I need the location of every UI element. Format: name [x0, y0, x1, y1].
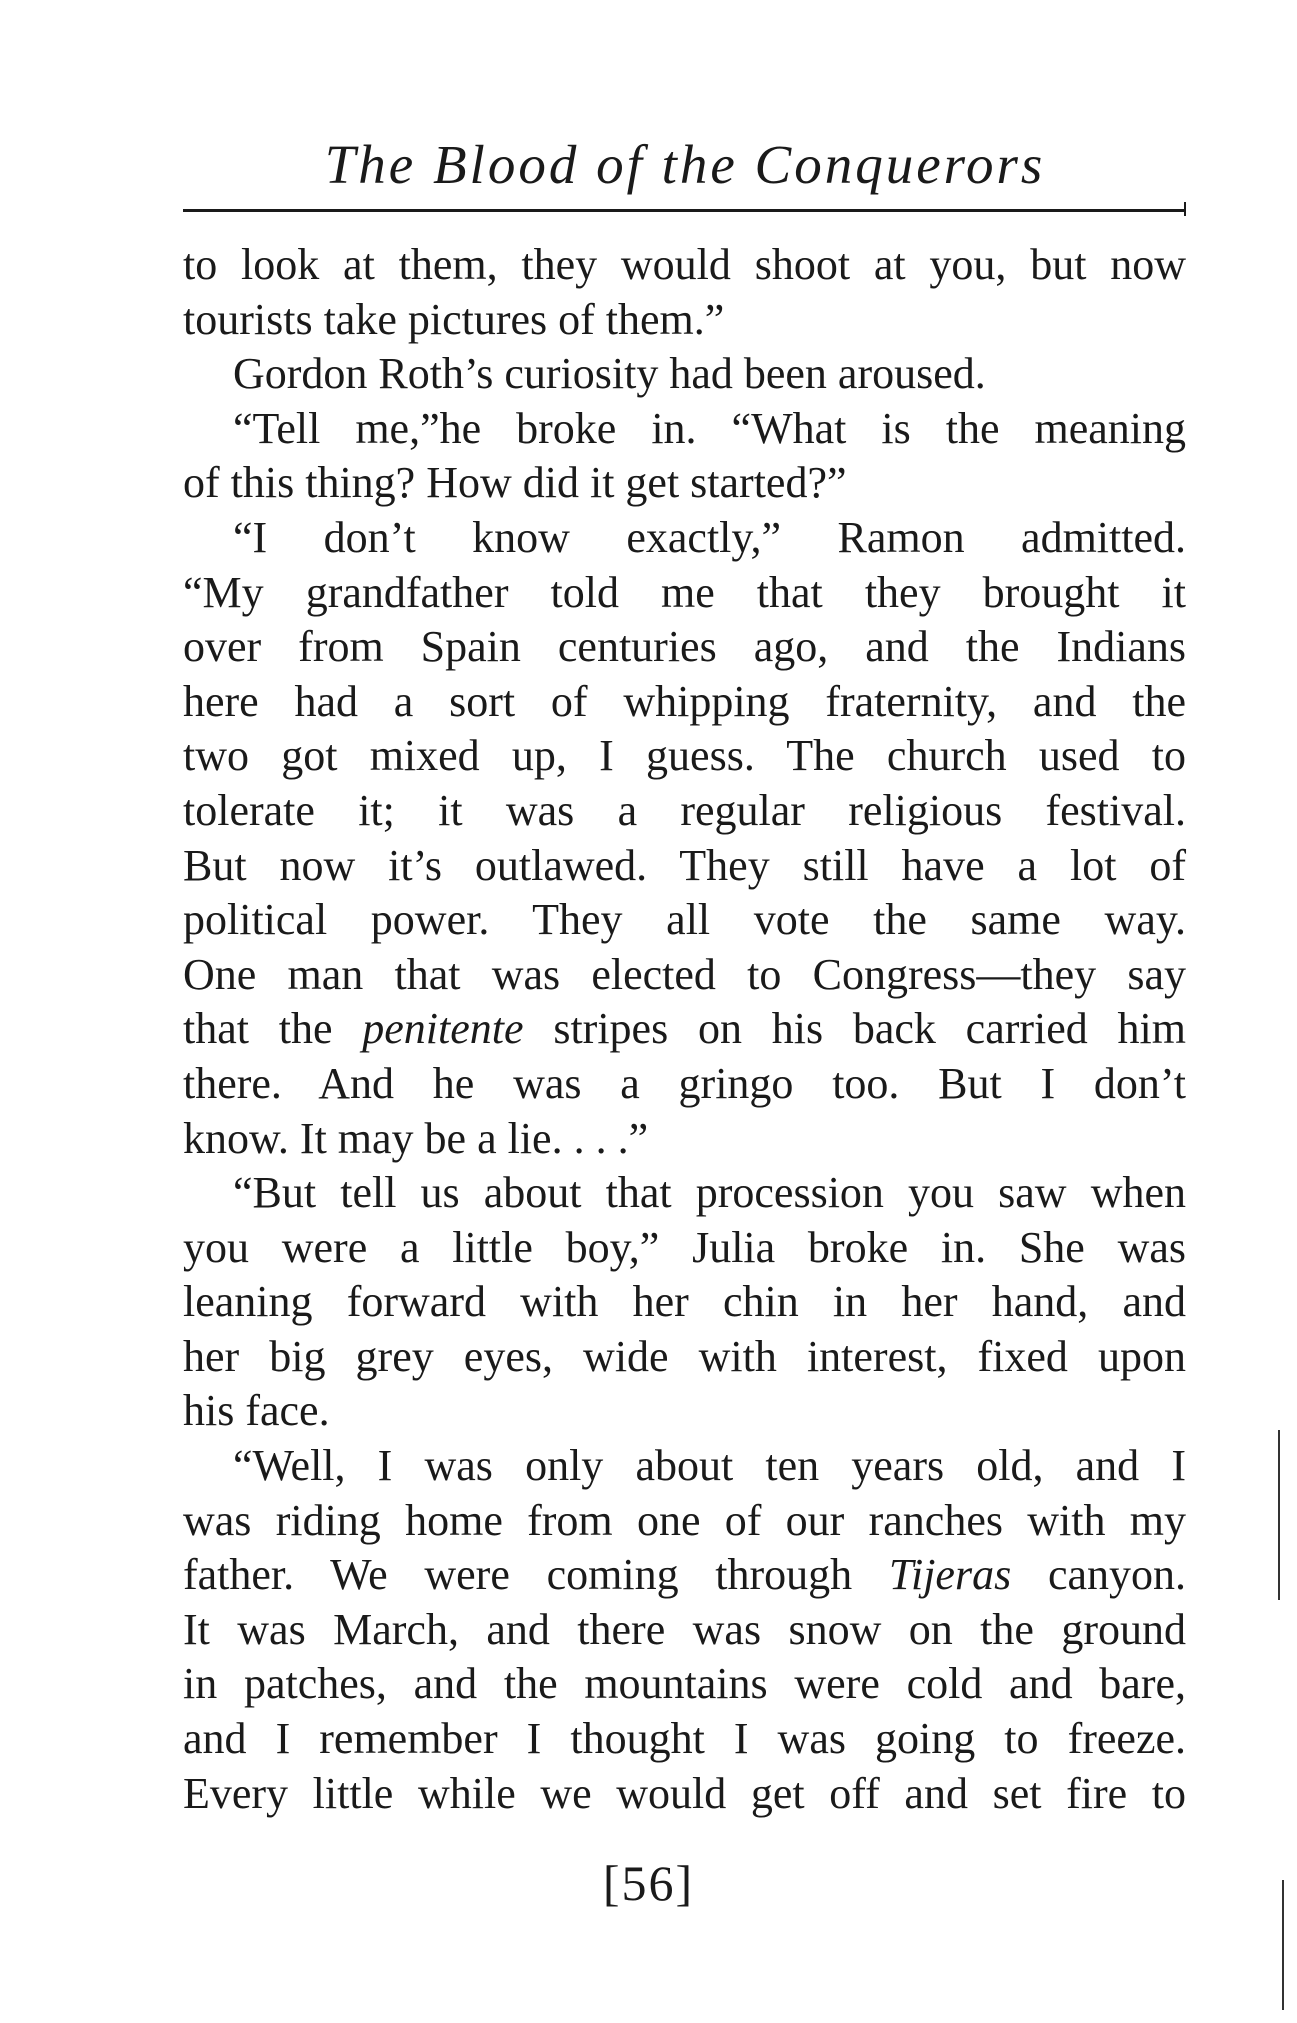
text-line: tourists take pictures of them.”: [183, 294, 725, 344]
text-line: over from Spain centuries ago, and the Indians: [183, 622, 1186, 672]
text-line: there. And he was a gringo too. But I don’t: [183, 1058, 1186, 1108]
text-line: you were a little boy,” Julia broke in. She was: [183, 1222, 1186, 1272]
text-line: “Tell me,”he broke in. “What is the meaning: [233, 403, 1186, 453]
text-line: her big grey eyes, wide with interest, fixed upon: [183, 1331, 1186, 1381]
text-line: Every little while we would get off and set fire to: [183, 1768, 1186, 1818]
text-line: of this thing? How did it get started?”: [183, 458, 847, 508]
text-line: It was March, and there was snow on the ground: [183, 1604, 1186, 1654]
text-line: Gordon Roth’s curiosity had been aroused.: [233, 349, 986, 399]
page-number: [56]: [602, 1855, 695, 1911]
italic-word: Tijeras: [888, 1550, 1012, 1600]
italic-word: penitente: [362, 1004, 524, 1054]
edge-scan-mark: [1278, 1430, 1280, 1600]
text-line: his face.: [183, 1386, 330, 1436]
text-line: But now it’s outlawed. They still have a lot of: [183, 840, 1186, 890]
text-line: political power. They all vote the same way.: [183, 895, 1186, 945]
text-line: “My grandfather told me that they brought it: [183, 567, 1186, 617]
text-line: “But tell us about that procession you saw when: [233, 1168, 1186, 1218]
text-line: and I remember I thought I was going to freeze.: [183, 1714, 1186, 1764]
edge-scan-mark: [1282, 1880, 1284, 2010]
header-rule-end-mark: [1184, 202, 1186, 216]
text-segment: father. We were coming through: [183, 1550, 889, 1600]
text-line: to look at them, they would shoot at you, but now: [183, 240, 1186, 289]
text-segment: canyon.: [1011, 1550, 1186, 1600]
body-text: [183, 238, 1186, 1821]
text-line: leaning forward with her chin in her hand, and: [183, 1277, 1186, 1327]
text-line: “I don’t know exactly,” Ramon admitted.: [233, 512, 1186, 562]
text-line: One man that was elected to Congress—they say: [183, 949, 1186, 999]
header-rule: [183, 209, 1186, 212]
running-head: The Blood of the Conquerors: [324, 134, 1046, 195]
text-line: [183, 1548, 1186, 1603]
text-segment: that the: [183, 1004, 363, 1054]
text-line: was riding home from one of our ranches with my: [183, 1495, 1186, 1545]
text-line: here had a sort of whipping fraternity, and the: [183, 676, 1186, 726]
text-line: in patches, and the mountains were cold and bare,: [183, 1659, 1186, 1709]
text-segment: stripes on his back carried him: [523, 1004, 1187, 1054]
text-line: know. It may be a lie. . . .”: [183, 1113, 649, 1163]
text-line: “Well, I was only about ten years old, and I: [233, 1441, 1186, 1491]
text-line: tolerate it; it was a regular religious festival.: [183, 785, 1186, 835]
text-line: two got mixed up, I guess. The church used to: [183, 731, 1186, 781]
text-line: [183, 1002, 1186, 1057]
